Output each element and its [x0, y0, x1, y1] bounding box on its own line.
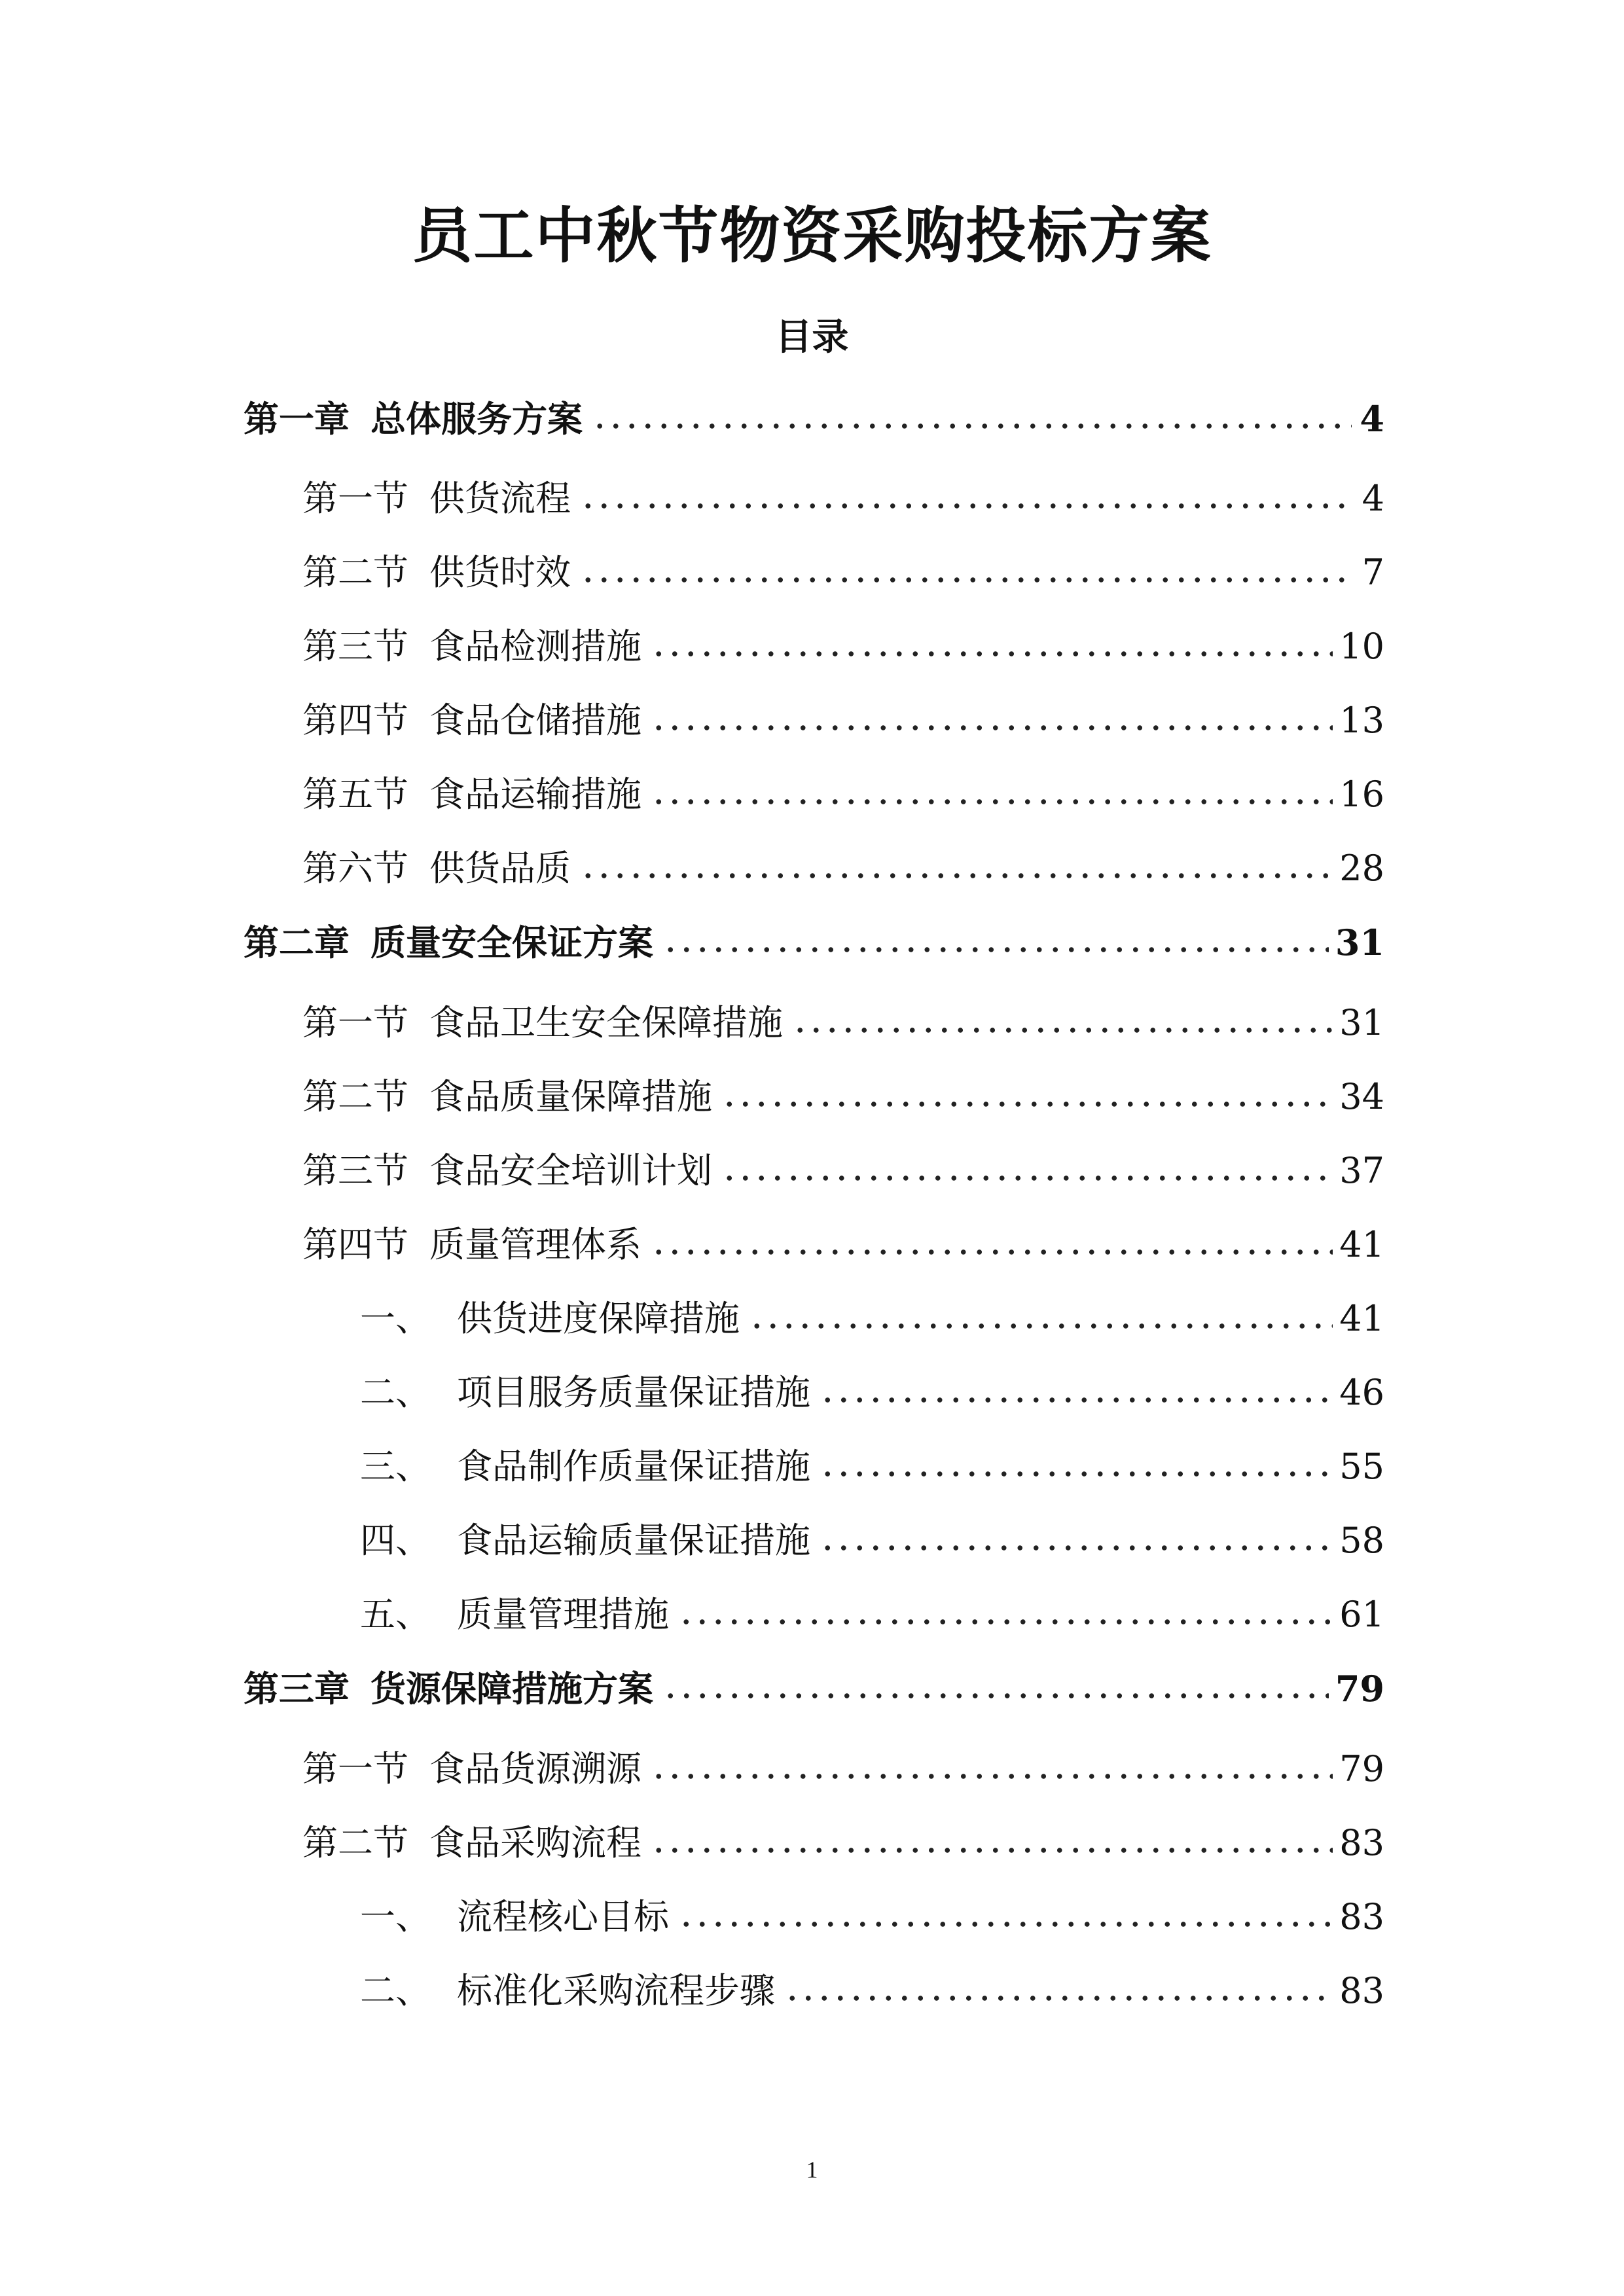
toc-dot-leader — [592, 422, 1352, 431]
toc-entry-number: 五、 — [360, 1594, 431, 1635]
toc-entry-title: 标准化采购流程步骤 — [457, 1970, 775, 2011]
toc-entry-title: 供货流程 — [429, 478, 571, 519]
toc-entry-number: 第二节 — [302, 1076, 408, 1117]
toc-entry[interactable] — [302, 1219, 1384, 1271]
toc-entry-title: 质量管理体系 — [429, 1224, 641, 1265]
toc-entry-page: 79 — [1339, 1748, 1384, 1789]
toc-entry-page: 10 — [1339, 626, 1384, 667]
toc-dot-leader — [580, 871, 1333, 880]
toc-entry-title: 食品安全培训计划 — [429, 1150, 712, 1191]
toc-entry-page: 83 — [1339, 1896, 1384, 1937]
toc-entry-title: 项目服务质量保证措施 — [457, 1372, 810, 1413]
toc-entry[interactable] — [360, 1441, 1384, 1493]
toc-entry[interactable] — [244, 393, 1384, 445]
document-title: 员工中秋节物资采购投标方案 — [412, 200, 1212, 271]
toc-entry-page: 41 — [1339, 1224, 1384, 1265]
toc-entry-number: 第三章 — [244, 1668, 350, 1710]
toc-dot-leader — [651, 649, 1333, 658]
toc-dot-leader — [651, 723, 1333, 732]
toc-entry-number: 第一节 — [302, 1002, 408, 1043]
toc-dot-leader — [580, 575, 1352, 584]
toc-entry-title: 供货时效 — [429, 552, 571, 593]
toc-dot-leader — [651, 1846, 1333, 1855]
toc-entry-page: 31 — [1335, 922, 1384, 963]
toc-dot-leader — [792, 1026, 1333, 1035]
page-number: 1 — [806, 2157, 818, 2183]
toc-entry-number: 第三节 — [302, 626, 408, 667]
toc-entry-title: 食品货源溯源 — [429, 1748, 641, 1789]
toc-entry[interactable] — [360, 1965, 1384, 2017]
toc-entry-title: 食品运输质量保证措施 — [457, 1520, 810, 1561]
toc-dot-leader — [820, 1395, 1333, 1405]
toc-entry-page: 7 — [1362, 552, 1384, 593]
toc-entry[interactable] — [302, 473, 1384, 525]
toc-entry[interactable] — [360, 1293, 1384, 1345]
toc-entry-page: 61 — [1339, 1594, 1384, 1635]
toc-entry-title: 食品制作质量保证措施 — [457, 1446, 810, 1487]
toc-entry-title: 供货品质 — [429, 848, 571, 889]
toc-entry-number: 第一节 — [302, 478, 408, 519]
toc-entry[interactable] — [360, 1515, 1384, 1567]
toc-entry-title: 食品运输措施 — [429, 774, 641, 815]
toc-entry-page: 16 — [1339, 774, 1384, 815]
toc-entry-page: 37 — [1339, 1150, 1384, 1191]
toc-entry[interactable] — [244, 1662, 1384, 1715]
toc-entry-number: 第四节 — [302, 700, 408, 741]
toc-entry-number: 第二节 — [302, 552, 408, 593]
toc-dot-leader — [721, 1100, 1333, 1109]
toc-entry[interactable] — [360, 1891, 1384, 1943]
toc-entry-title: 货源保障措施方案 — [370, 1668, 653, 1710]
toc-dot-leader — [662, 1691, 1329, 1700]
toc-heading: 目录 — [775, 315, 849, 359]
toc-entry[interactable] — [244, 916, 1384, 969]
toc-entry-number: 第二节 — [302, 1822, 408, 1863]
toc-dot-leader — [651, 797, 1333, 806]
toc-dot-leader — [678, 1617, 1333, 1626]
toc-entry[interactable] — [302, 997, 1384, 1049]
toc-entry-page: 46 — [1339, 1372, 1384, 1413]
toc-entry-number: 第一章 — [244, 398, 350, 440]
toc-entry[interactable] — [302, 1071, 1384, 1123]
toc-entry-title: 供货进度保障措施 — [457, 1298, 740, 1339]
toc-entry-title: 食品卫生安全保障措施 — [429, 1002, 783, 1043]
toc-entry-number: 四、 — [360, 1520, 431, 1561]
toc-dot-leader — [662, 945, 1329, 954]
toc-entry-page: 55 — [1339, 1446, 1384, 1487]
toc-entry[interactable] — [302, 842, 1384, 895]
toc-entry-number: 第四节 — [302, 1224, 408, 1265]
toc-dot-leader — [721, 1174, 1333, 1183]
toc-entry-number: 二、 — [360, 1372, 431, 1413]
toc-entry-page: 79 — [1335, 1668, 1384, 1710]
toc-dot-leader — [678, 1920, 1333, 1929]
toc-dot-leader — [651, 1247, 1333, 1257]
toc-entry[interactable] — [302, 620, 1384, 673]
toc-entry[interactable] — [302, 1145, 1384, 1197]
toc-entry-number: 三、 — [360, 1446, 431, 1487]
toc-dot-leader — [651, 1772, 1333, 1781]
toc-entry-page: 13 — [1339, 700, 1384, 741]
toc-entry-title: 食品质量保障措施 — [429, 1076, 712, 1117]
toc-entry-page: 4 — [1362, 478, 1384, 519]
toc-entry[interactable] — [302, 1817, 1384, 1869]
toc-entry-title: 总体服务方案 — [370, 398, 583, 440]
toc-entry-title: 食品仓储措施 — [429, 700, 641, 741]
toc-entry[interactable] — [302, 768, 1384, 821]
toc-dot-leader — [749, 1321, 1333, 1331]
toc-dot-leader — [820, 1543, 1333, 1552]
toc-dot-leader — [580, 501, 1352, 511]
toc-entry-page: 4 — [1360, 398, 1384, 440]
toc-entry-number: 第一节 — [302, 1748, 408, 1789]
toc-entry-title: 流程核心目标 — [457, 1896, 669, 1937]
toc-entry-number: 第二章 — [244, 922, 350, 963]
toc-entry-number: 一、 — [360, 1298, 431, 1339]
toc-entry-page: 28 — [1339, 848, 1384, 889]
toc-entry[interactable] — [302, 694, 1384, 747]
toc-entry-title: 食品采购流程 — [429, 1822, 641, 1863]
toc-entry[interactable] — [302, 1743, 1384, 1795]
toc-entry-page: 34 — [1339, 1076, 1384, 1117]
toc-entry-number: 第五节 — [302, 774, 408, 815]
toc-entry[interactable] — [302, 547, 1384, 599]
toc-entry-title: 质量安全保证方案 — [370, 922, 653, 963]
toc-entry-number: 第三节 — [302, 1150, 408, 1191]
toc-dot-leader — [784, 1994, 1333, 2003]
toc-entry-page: 41 — [1339, 1298, 1384, 1339]
toc-entry-page: 83 — [1339, 1822, 1384, 1863]
toc-entry[interactable] — [360, 1588, 1384, 1641]
toc-entry-page: 31 — [1339, 1002, 1384, 1043]
toc-entry-number: 一、 — [360, 1896, 431, 1937]
toc-entry[interactable] — [360, 1367, 1384, 1419]
toc-entry-title: 食品检测措施 — [429, 626, 641, 667]
toc-entry-number: 第六节 — [302, 848, 408, 889]
toc-entry-number: 二、 — [360, 1970, 431, 2011]
toc-entry-page: 83 — [1339, 1970, 1384, 2011]
toc-entry-page: 58 — [1339, 1520, 1384, 1561]
toc-dot-leader — [820, 1469, 1333, 1479]
toc-entry-title: 质量管理措施 — [457, 1594, 669, 1635]
